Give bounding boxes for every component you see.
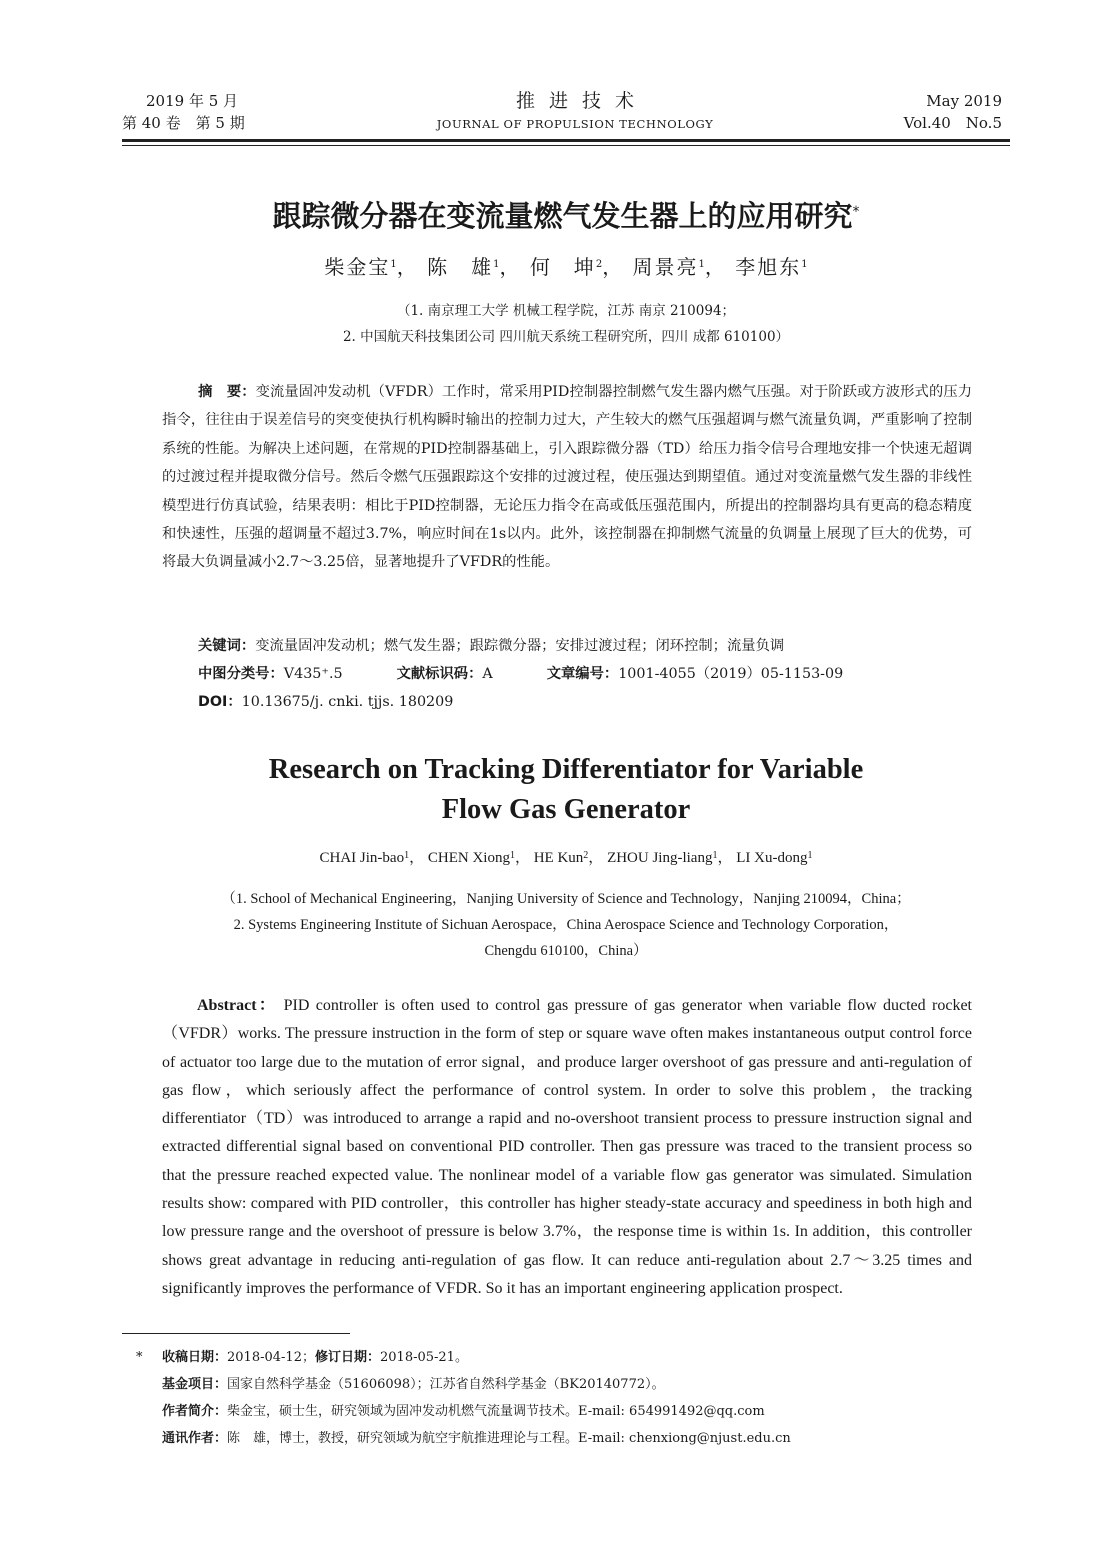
abstract-en-text: PID controller is often used to control gas pressure of gas generator when variable flow ducted rocket（VFDR）works. The pressure instruction in the form of step or square wave often makes instantaneous output control force of actuator too large due to the mutation of error signal，and produce larger overshoot of gas pressure and anti-regulation of gas flow，which seriously affect the performance of control system. In order to solve this problem，the tracking differentiator（TD）was introduced to arrange a rapid and no-overshoot transient process to pressure instruction signal and extracted differential signal based on conventional PID controller. Then gas pressure was traced to the transient process so that the pressure reached expected value. The nonlinear model of a variable flow gas generator was simulated. Simulation results show: compared with PID controller，this controller has higher steady-state accuracy and speediness in both high and low pressure range and the overshoot of pressure is below 3.7%，the response time is within 1s. In addition，this controller shows great advantage in reducing anti-regulation of gas flow. It can reduce anti-regulation about 2.7～3.25 times and significantly improves the performance of VFDR. So it has an important engineering application prospect. [162, 997, 973, 1297]
keywords-label: 关键词： [198, 638, 256, 654]
corresponding-label: 通讯作者： [162, 1431, 228, 1446]
article-id-value: 1001-4055（2019）05-1153-09 [618, 666, 844, 682]
corresponding-text: 陈 雄，博士，教授，研究领域为航空宇航推进理论与工程。E-mail: chenxiong@njust.edu.cn [227, 1431, 791, 1446]
paper-title-en-line: Research on Tracking Differentiator for Variable [268, 754, 864, 785]
funding-label: 基金项目： [162, 1377, 228, 1392]
header-issue-en [802, 90, 1002, 134]
footnote-funding [136, 1371, 996, 1398]
keywords-cn [198, 632, 988, 660]
revised-label: 修订日期： [314, 1350, 380, 1365]
affiliations-en [122, 886, 1010, 964]
affiliation-line: Chengdu 610100，China） [484, 943, 648, 959]
journal-name-en: JOURNAL OF PROPULSION TECHNOLOGY [436, 117, 714, 131]
header-volume-en: Vol.40 No.5 [903, 114, 1002, 132]
revised-date: 2018-05-21。 [380, 1350, 468, 1365]
journal-name-cn: 推进技术 [515, 90, 648, 112]
paper-title-en [122, 750, 1010, 830]
abstract-cn [162, 378, 972, 577]
journal-masthead [380, 88, 770, 134]
footnote-corresponding [136, 1425, 996, 1452]
footnote-dates [136, 1344, 996, 1371]
doi-label: DOI： [198, 694, 242, 710]
author-cn: 何 坤$^2$ [529, 255, 603, 279]
affiliation-line: （1. School of Mechanical Engineering，Nanjing University of Science and Technology，Nanjing 210094，China； [221, 891, 911, 907]
keywords-text: 变流量固冲发动机；燃气发生器；跟踪微分器；安排过渡过程；闭环控制；流量负调 [255, 638, 785, 654]
paper-title-cn [122, 196, 1010, 236]
abstract-en [162, 992, 972, 1303]
affiliation-line: 2. 中国航天科技集团公司 四川航天系统工程研究所，四川 成都 610100） [342, 329, 790, 345]
abstract-cn-text: 变流量固冲发动机（VFDR）工作时，常采用PID控制器控制燃气发生器内燃气压强。对于阶跃或方波形式的压力指令，往往由于误差信号的突变使执行机构瞬时输出的控制力过大，产生较大的燃气压强超调与燃气流量负调，严重影响了控制系统的性能。为解决上述问题，在常规的PID控制器基础上，引入跟踪微分器（TD）给压力指令信号合理地安排一个快速无超调的过渡过程并提取微分信号。然后令燃气压强跟踪这个安排的过渡过程，使压强达到期望值。通过对变流量燃气发生器的非线性模型进行仿真试验，结果表明：相比于PID控制器，无论压力指令在高或低压强范围内，所提出的控制器均具有更高的稳态精度和快速性，压强的超调量不超过3.7%，响应时间在1s以内。此外，该控制器在抑制燃气流量的负调量上展现了巨大的优势，可将最大负调量减小2.7～3.25倍，显著地提升了VFDR的性能。 [162, 384, 972, 571]
doc-code-value: A [482, 666, 493, 682]
doi-value[interactable]: 10.13675/j. cnki. tjjs. 180209 [241, 694, 454, 710]
header-date-en: May 2019 [926, 92, 1002, 110]
author-cn: 周景亮$^1$ [632, 255, 705, 279]
article-id-label: 文章编号： [546, 666, 619, 682]
author-en: ZHOU Jing-liang$^1$ [607, 850, 718, 866]
footnotes [136, 1344, 996, 1452]
header-volume-cn: 第 40 卷 第 5 期 [122, 114, 245, 132]
author-list-cn: 柴金宝$^1$， 陈 雄$^1$， 何 坤$^2$， 周景亮$^1$， 李旭东$^1$ [324, 255, 808, 279]
affiliations-cn [122, 298, 1010, 350]
author-bio-label: 作者简介： [162, 1404, 228, 1419]
abstract-cn-label: 摘 要： [198, 384, 256, 400]
received-label: 收稿日期： [162, 1350, 228, 1365]
clc-value: V435⁺.5 [283, 666, 343, 682]
footnote-star: * [136, 1350, 143, 1365]
funding-text: 国家自然科学基金（51606098）；江苏省自然科学基金（BK20140772）。 [227, 1377, 665, 1392]
affiliation-line: （1. 南京理工大学 机械工程学院，江苏 南京 210094； [396, 303, 736, 319]
author-en: HE Kun$^2$ [533, 850, 589, 866]
author-en: LI Xu-dong$^1$ [736, 850, 813, 866]
header-rule-thin [122, 145, 1010, 146]
doi-row [198, 688, 988, 716]
received-date: 2018-04-12； [227, 1350, 315, 1365]
author-cn: 陈 雄$^1$ [427, 255, 500, 279]
footnote-author-bio [136, 1398, 996, 1425]
author-bio-text: 柴金宝，硕士生，研究领域为固冲发动机燃气流量调节技术。E-mail: 654991492@qq.com [227, 1404, 765, 1419]
author-en: CHEN Xiong$^1$ [427, 850, 515, 866]
doc-code-label: 文献标识码： [396, 666, 483, 682]
paper-title-cn-text: 跟踪微分器在变流量燃气发生器上的应用研究 [272, 199, 853, 233]
footnote-rule [122, 1333, 350, 1334]
header-date-cn: 2019 年 5 月 [146, 92, 239, 110]
title-footnote-mark: * [852, 204, 860, 220]
header-rule-thick [122, 139, 1010, 142]
clc-label: 中图分类号： [198, 666, 284, 682]
paper-title-en-line: Flow Gas Generator [441, 794, 691, 825]
author-cn: 柴金宝$^1$ [324, 255, 397, 279]
abstract-en-label: Abstract： [197, 997, 278, 1014]
affiliation-line: 2. Systems Engineering Institute of Sichuan Aerospace，China Aerospace Science and Technology Corporation， [233, 917, 899, 933]
author-list-en: CHAI Jin-bao$^1$， CHEN Xiong$^1$， HE Kun$^2$， ZHOU Jing-liang$^1$， LI Xu-dong$^1$ [319, 850, 813, 866]
author-cn: 李旭东$^1$ [735, 255, 808, 279]
author-en: CHAI Jin-bao$^1$ [319, 850, 410, 866]
header-issue-cn [122, 90, 322, 134]
classification-row [198, 660, 988, 688]
